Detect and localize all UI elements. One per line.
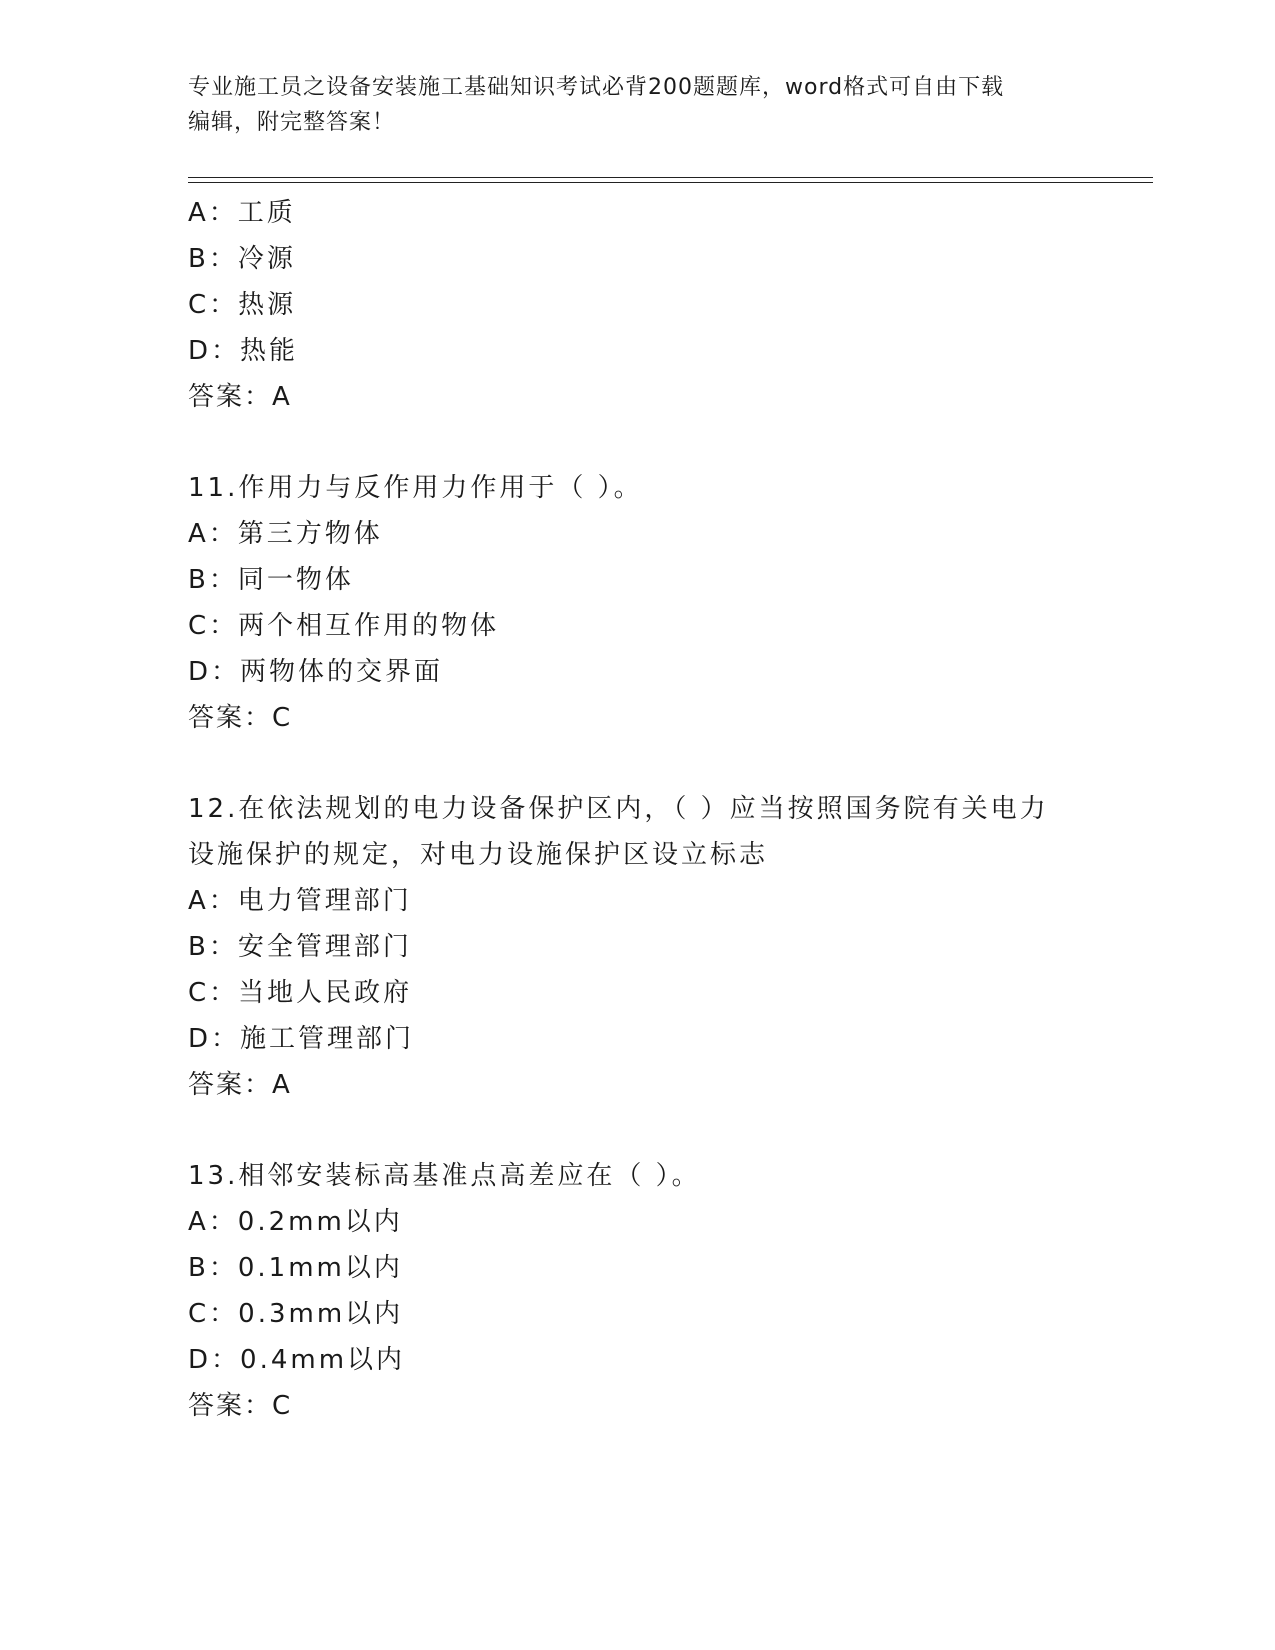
option-a: A：电力管理部门 — [188, 886, 412, 916]
option-c: C：0.3mm以内 — [188, 1299, 404, 1329]
question-text-line-2: 设施保护的规定，对电力设施保护区设立标志 — [188, 840, 769, 870]
option-d: D：0.4mm以内 — [188, 1345, 406, 1375]
answer-line: 答案：C — [188, 703, 293, 733]
answer-line: 答案：A — [188, 382, 292, 412]
header-rule-top — [188, 177, 1153, 178]
answer-line: 答案：C — [188, 1391, 293, 1421]
option-d: D：热能 — [188, 336, 299, 366]
option-c: C：两个相互作用的物体 — [188, 611, 500, 641]
option-b: B：0.1mm以内 — [188, 1253, 403, 1283]
option-c: C：当地人民政府 — [188, 978, 413, 1008]
answer-line: 答案：A — [188, 1070, 292, 1100]
question-12 — [188, 786, 1088, 1108]
question-13 — [188, 1153, 1088, 1429]
option-a: A：第三方物体 — [188, 519, 383, 549]
option-a: A：0.2mm以内 — [188, 1207, 403, 1237]
header-title-line-1: 专业施工员之设备安装施工基础知识考试必背200题题库，word格式可自由下载 — [188, 75, 1005, 100]
header-rule-bottom — [188, 182, 1153, 183]
question-list — [188, 190, 1088, 1429]
option-a: A：工质 — [188, 198, 296, 228]
question-text-line-1: 12.在依法规划的电力设备保护区内，（ ）应当按照国务院有关电力 — [188, 794, 1049, 824]
option-d: D：两物体的交界面 — [188, 657, 444, 687]
option-c: C：热源 — [188, 290, 297, 320]
question-text: 13.相邻安装标高基准点高差应在（ ）。 — [188, 1161, 701, 1191]
option-d: D：施工管理部门 — [188, 1024, 415, 1054]
header-title-line-2: 编辑，附完整答案！ — [188, 110, 396, 135]
question-11 — [188, 465, 1088, 741]
document-header — [188, 70, 1088, 140]
question-text: 11.作用力与反作用力作用于（ ）。 — [188, 473, 643, 503]
option-b: B：同一物体 — [188, 565, 354, 595]
option-b: B：冷源 — [188, 244, 296, 274]
question-10-options — [188, 190, 1088, 420]
option-b: B：安全管理部门 — [188, 932, 412, 962]
